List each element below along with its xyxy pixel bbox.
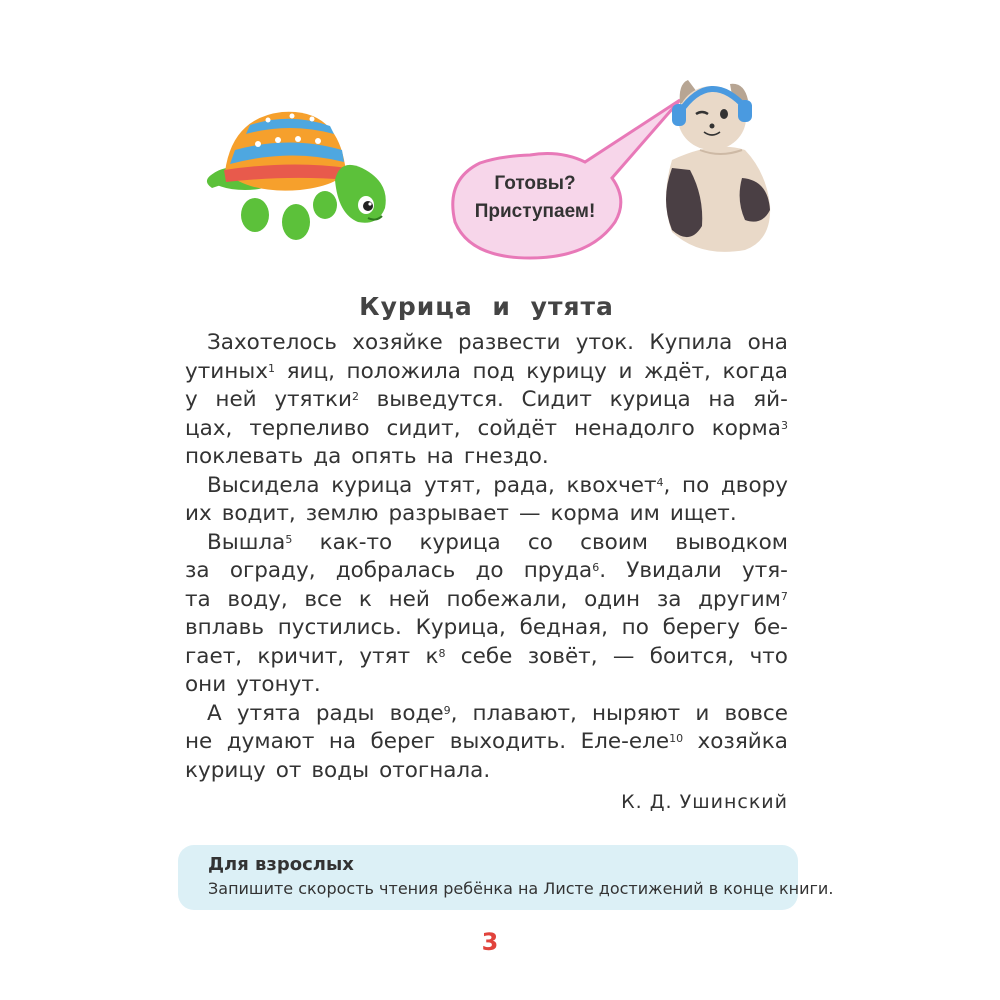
story-word	[630, 500, 660, 529]
story-word	[663, 614, 740, 643]
word-text: к	[425, 643, 439, 669]
footnote-marker: 10	[669, 732, 684, 745]
story-word	[427, 443, 454, 472]
word-text: по	[621, 615, 649, 640]
footnote-marker: 2	[351, 390, 359, 403]
story-line	[185, 728, 788, 757]
footnote-marker: 9	[443, 703, 451, 717]
word-text: курица	[419, 529, 501, 555]
word-text: не	[185, 729, 213, 754]
word-text: и	[695, 700, 710, 726]
word-text: яй-	[753, 387, 788, 412]
story-word	[708, 386, 735, 415]
story-word	[670, 500, 737, 529]
word-text: им	[629, 501, 660, 526]
word-text: —	[612, 643, 635, 669]
story-word	[649, 329, 732, 358]
word-text: корма	[550, 501, 620, 526]
story-word	[227, 728, 315, 757]
word-text: развести	[458, 330, 561, 355]
story-word	[584, 586, 640, 615]
word-text: вплавь	[185, 615, 264, 640]
story-line	[185, 386, 788, 415]
story-word	[528, 529, 553, 558]
word-text: она	[747, 330, 788, 355]
word-text: Высидела	[207, 472, 320, 498]
footnote-marker: 6	[592, 561, 600, 574]
word-text: пруда	[523, 558, 593, 583]
story-body	[185, 329, 788, 785]
story-word	[750, 643, 788, 672]
story-word	[249, 415, 369, 444]
word-text: Вышла	[207, 529, 286, 555]
story-word	[257, 643, 344, 672]
word-text: что	[749, 643, 788, 669]
word-text: двору	[720, 472, 788, 498]
word-text: уток.	[575, 330, 635, 355]
word-text: опять	[351, 444, 417, 469]
story-word	[185, 614, 264, 643]
story-word	[567, 472, 671, 501]
story-word	[207, 472, 320, 501]
story-word	[626, 557, 722, 586]
word-text: другим	[698, 586, 781, 612]
word-text: яиц,	[286, 358, 335, 384]
story-word	[359, 643, 410, 672]
word-text: они	[185, 672, 227, 697]
story-line	[185, 472, 788, 501]
story-word	[613, 643, 635, 672]
word-text: утиных	[185, 358, 268, 384]
story-word	[287, 358, 335, 387]
story-word	[550, 500, 619, 529]
story-word	[237, 700, 301, 729]
word-text: гает,	[185, 643, 243, 669]
word-text: цах,	[185, 415, 233, 441]
story-word	[416, 614, 506, 643]
story-word	[320, 529, 393, 558]
story-word	[698, 586, 788, 615]
story-word	[419, 529, 500, 558]
story-word	[526, 358, 607, 387]
story-word	[313, 443, 341, 472]
word-text: .	[599, 558, 607, 583]
word-text: за	[185, 558, 210, 583]
word-text: и	[618, 358, 633, 384]
word-text: к	[358, 586, 372, 612]
story-word	[276, 757, 302, 786]
story-word	[278, 614, 402, 643]
word-text: квохчет	[566, 472, 657, 498]
story-word	[336, 557, 456, 586]
story-word	[371, 728, 436, 757]
story-word	[185, 500, 212, 529]
word-text: водит,	[221, 501, 296, 526]
footnote-marker: 1	[267, 361, 275, 375]
story-line	[185, 643, 788, 672]
story-word	[424, 472, 482, 501]
story-word	[331, 472, 412, 501]
word-text: воды	[311, 757, 370, 783]
story-word	[306, 500, 379, 529]
story-word	[207, 700, 222, 729]
story-line	[185, 557, 788, 586]
word-text: землю	[305, 501, 379, 526]
word-text: все	[304, 586, 343, 612]
story-word	[377, 386, 504, 415]
word-text: со	[527, 529, 553, 555]
word-text: на	[426, 444, 454, 469]
story-word	[185, 728, 212, 757]
word-text: корма	[711, 415, 781, 441]
story-line	[185, 358, 788, 387]
word-text: Захотелось	[207, 330, 337, 355]
word-text: своим	[580, 529, 649, 555]
story-line	[185, 329, 788, 358]
word-text: бе-	[753, 615, 788, 640]
story-word	[473, 358, 515, 387]
story-line	[185, 415, 788, 444]
story-word	[520, 614, 608, 643]
word-text: побежали,	[446, 586, 568, 612]
word-text: боится,	[649, 643, 735, 669]
word-text: кричит,	[257, 643, 345, 669]
story-word	[329, 728, 356, 757]
story-word	[722, 358, 787, 387]
word-text: терпеливо	[249, 415, 370, 441]
footnote-marker: 8	[438, 646, 446, 660]
story-word	[185, 557, 210, 586]
story-word	[227, 586, 287, 615]
story-author: К. Д. Ушинский	[621, 791, 788, 813]
story-word	[576, 329, 634, 358]
story-word	[493, 472, 555, 501]
word-text: бедная,	[519, 615, 608, 640]
story-word	[461, 643, 513, 672]
story-word	[222, 500, 296, 529]
word-text: Увидали	[626, 558, 722, 583]
story-line	[185, 757, 788, 786]
story-word	[207, 529, 292, 558]
adult-note-text: Запишите скорость чтения ребёнка на Листе достижений в конце книги.	[208, 879, 834, 898]
story-word	[390, 700, 458, 729]
cat-with-headphones-illustration	[666, 80, 770, 252]
word-text: на	[708, 387, 736, 412]
word-text: зовёт,	[527, 643, 598, 669]
story-word	[478, 415, 558, 444]
header-illustrations	[0, 0, 1000, 290]
story-word	[236, 671, 321, 700]
story-word	[379, 757, 490, 786]
story-word	[389, 586, 430, 615]
story-line	[185, 500, 788, 529]
word-text: хозяйке	[352, 330, 443, 355]
turtle-illustration	[207, 112, 386, 240]
word-text: утонут.	[236, 672, 321, 697]
story-word	[610, 386, 691, 415]
word-text: у	[185, 387, 198, 412]
story-word	[721, 472, 788, 501]
story-line	[185, 614, 788, 643]
footnote-marker: 4	[656, 475, 664, 489]
word-text: ней	[388, 586, 430, 612]
word-text: за	[656, 586, 682, 612]
story-word	[458, 329, 560, 358]
word-text: А	[207, 700, 222, 726]
story-line	[185, 443, 788, 472]
word-text: думают	[226, 729, 315, 754]
word-text: Еле-еле	[580, 729, 670, 754]
word-text: плавают,	[472, 700, 577, 726]
title-word: и	[492, 292, 511, 321]
story-word	[185, 671, 226, 700]
story-word	[185, 386, 198, 415]
story-line	[185, 700, 788, 729]
story-word	[754, 614, 788, 643]
word-text: ждёт,	[644, 358, 711, 384]
story-line	[185, 529, 788, 558]
word-text: да	[313, 444, 342, 469]
story-word	[695, 700, 709, 729]
word-text: утята	[236, 700, 301, 726]
story-word	[522, 386, 592, 415]
word-text: пустились.	[277, 615, 402, 640]
story-word	[450, 728, 566, 757]
word-text: ненадолго	[574, 415, 695, 441]
page-number: 3	[481, 928, 499, 956]
word-text: выводком	[675, 529, 788, 555]
word-text: их	[185, 501, 212, 526]
word-text: гнездо.	[463, 444, 549, 469]
word-text: сидит,	[386, 415, 461, 441]
word-text: курица	[609, 387, 691, 412]
story-word	[185, 643, 242, 672]
story-word	[675, 529, 788, 558]
story-word	[387, 415, 461, 444]
story-word	[618, 358, 632, 387]
word-text: ,	[663, 472, 671, 498]
word-text: курица	[331, 472, 413, 498]
story-word	[274, 386, 359, 415]
word-text: один	[584, 586, 641, 612]
word-text: ныряют	[591, 700, 681, 726]
word-text: утят	[359, 643, 411, 669]
word-text: рада,	[493, 472, 555, 498]
title-word: утята	[530, 292, 614, 321]
word-text: сойдёт	[477, 415, 558, 441]
word-text: выходить.	[449, 729, 567, 754]
story-word	[524, 557, 606, 586]
adult-note-title: Для взрослых	[208, 854, 354, 875]
story-word	[425, 643, 445, 672]
title-word: Курица	[359, 292, 473, 321]
footnote-marker: 7	[780, 589, 788, 603]
word-text: берег	[370, 729, 436, 754]
word-text: от	[275, 757, 302, 783]
story-word	[311, 757, 369, 786]
story-word	[388, 500, 508, 529]
story-word	[724, 700, 788, 729]
word-text: курицу	[526, 358, 607, 384]
word-text: ней	[215, 387, 257, 412]
word-text: вовсе	[724, 700, 788, 726]
story-word	[592, 700, 680, 729]
story-word	[528, 643, 598, 672]
story-title	[185, 292, 788, 321]
story-word	[698, 728, 788, 757]
word-text: отогнала.	[379, 757, 491, 783]
story-word	[185, 586, 211, 615]
word-text: Сидит	[521, 387, 592, 412]
word-text: до	[475, 558, 504, 583]
word-text: утя-	[742, 558, 788, 583]
story-word	[352, 329, 442, 358]
story-word	[215, 386, 256, 415]
story-word	[185, 415, 232, 444]
word-text: под	[472, 358, 515, 384]
word-text: поклевать	[185, 444, 304, 469]
story	[185, 292, 788, 813]
word-text: Курица,	[415, 615, 506, 640]
word-text: берегу	[662, 615, 740, 640]
story-word	[622, 614, 649, 643]
footnote-marker: 3	[780, 418, 788, 432]
word-text: рады	[315, 700, 375, 726]
word-text: разрывает	[388, 501, 509, 526]
adult-note	[178, 845, 834, 910]
story-word	[351, 443, 416, 472]
word-text: утятки	[274, 387, 352, 412]
word-text: Купила	[649, 330, 733, 355]
story-line	[185, 671, 788, 700]
word-text: на	[328, 729, 357, 754]
story-word	[347, 358, 461, 387]
word-text: ограду,	[229, 558, 316, 583]
word-text: себе	[460, 643, 513, 669]
word-text: та	[185, 586, 211, 612]
word-text: выведутся.	[376, 387, 504, 412]
story-word	[185, 757, 266, 786]
story-line	[185, 586, 788, 615]
word-text: воду,	[227, 586, 288, 612]
word-text: ,	[450, 700, 458, 726]
story-word	[475, 557, 503, 586]
word-text: —	[518, 501, 541, 526]
story-word	[316, 700, 375, 729]
speech-bubble-text	[455, 170, 615, 226]
story-word	[447, 586, 568, 615]
word-text: положила	[346, 358, 461, 384]
word-text: как-то	[319, 529, 393, 555]
story-word	[657, 586, 682, 615]
story-word	[753, 386, 788, 415]
word-text: добралась	[335, 558, 456, 583]
bubble-line: Приступаем!	[474, 201, 596, 222]
story-word	[581, 728, 684, 757]
story-word	[748, 329, 788, 358]
story-word	[473, 700, 577, 729]
word-text: курицу	[185, 757, 266, 783]
story-word	[580, 529, 648, 558]
story-word	[519, 500, 541, 529]
bubble-line: Готовы?	[494, 173, 576, 194]
story-word	[574, 415, 695, 444]
story-word	[712, 415, 788, 444]
story-word	[682, 472, 709, 501]
word-text: по	[682, 472, 710, 498]
story-word	[304, 586, 342, 615]
word-text: воде	[389, 700, 444, 726]
story-word	[230, 557, 316, 586]
word-text: когда	[722, 358, 788, 384]
footnote-marker: 5	[285, 532, 293, 546]
story-word	[185, 443, 303, 472]
story-word	[359, 586, 372, 615]
story-word	[644, 358, 711, 387]
story-word	[185, 358, 275, 387]
story-word	[742, 557, 788, 586]
word-text: ищет.	[669, 501, 737, 526]
story-word	[464, 443, 549, 472]
story-word	[650, 643, 735, 672]
story-word	[207, 329, 337, 358]
word-text: хозяйка	[697, 729, 788, 754]
word-text: утят,	[423, 472, 482, 498]
